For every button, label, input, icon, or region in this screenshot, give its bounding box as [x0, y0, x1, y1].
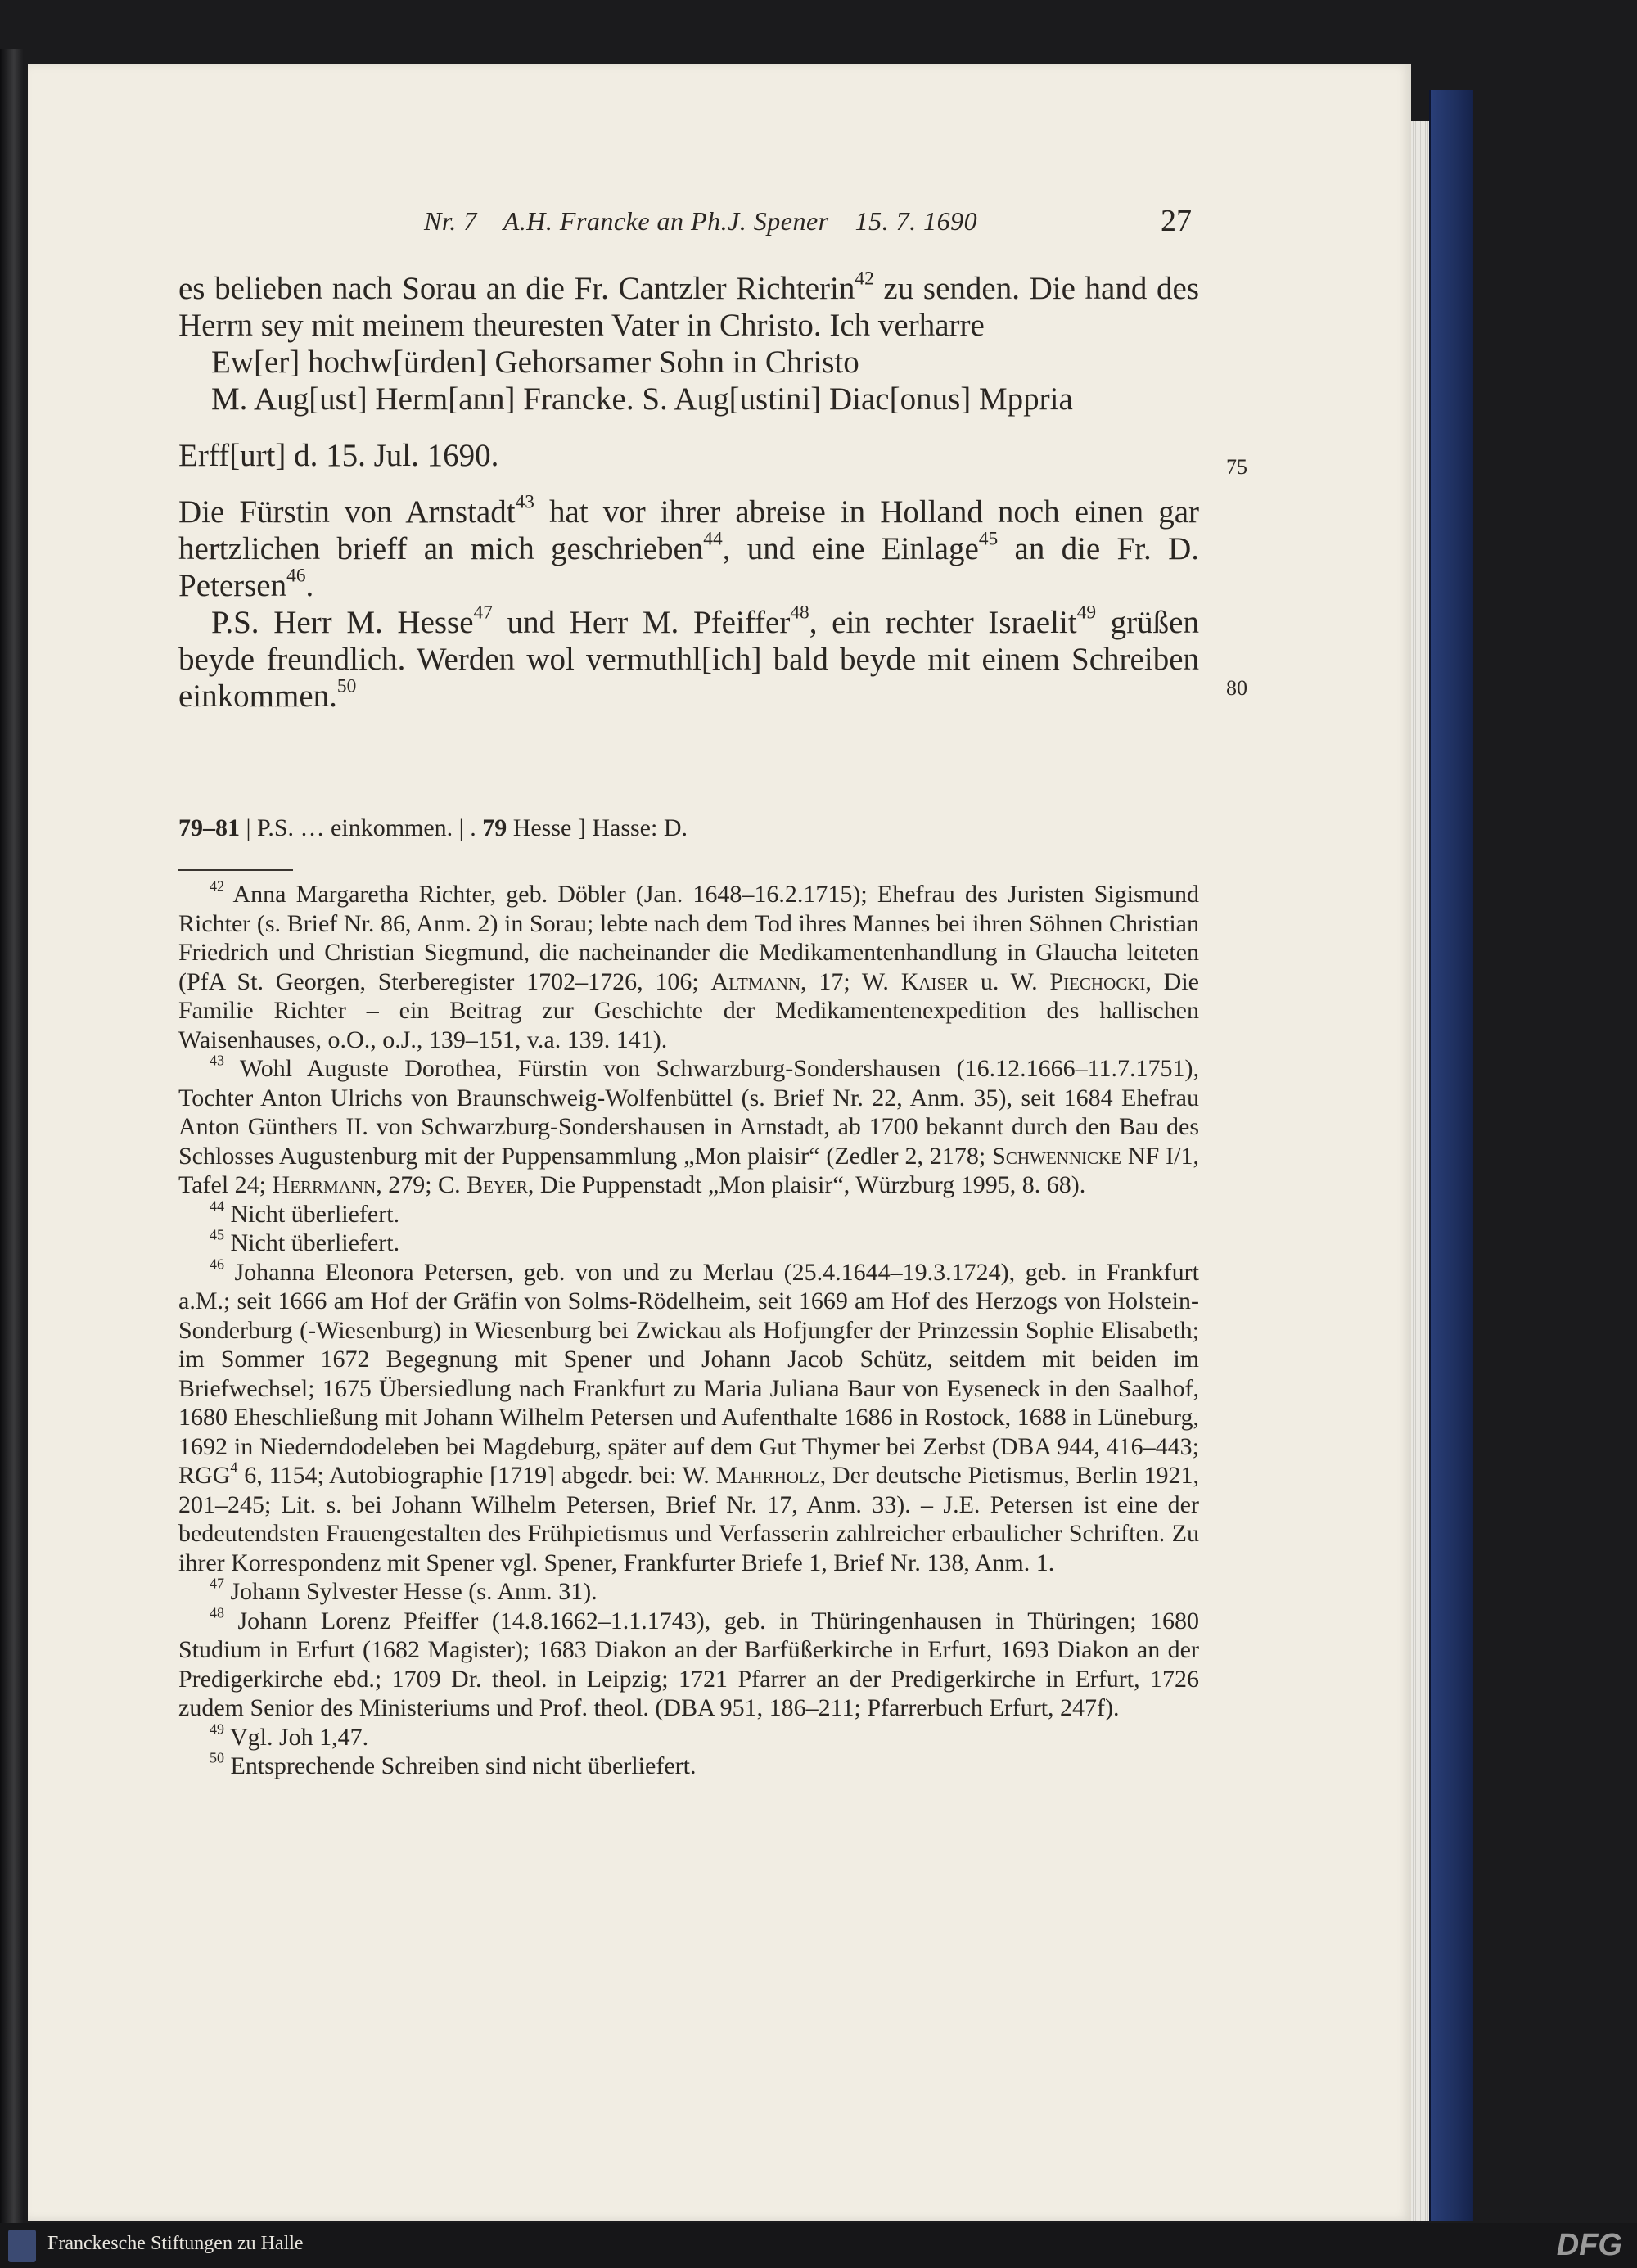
footnote-ref: 50	[336, 675, 357, 697]
institution-name: Franckesche Stiftungen zu Halle	[47, 2233, 304, 2254]
paragraph-closing: es belieben nach Sorau an die Fr. Cantzler Richterin$^{42}$ zu senden. Die hand des Herrn sey mit meinem theuresten Vater in Christo. Ich verharre	[178, 268, 1200, 343]
footnote-ref: 47	[473, 602, 493, 624]
letter-text	[178, 270, 1199, 715]
footnote-ref: 43	[515, 491, 534, 513]
paragraph-postscript-2: P.S. Herr M. Hesse$^{47}$ und Herr M. Pfeiffer$^{48}$, ein rechter Israelit$^{49}$ grüßen beyde freundlich. Werden wol vermuthl[ich] bald beyde mit einem Schreiben einkommen.$^{50}$	[178, 602, 1199, 714]
signature-line-2: M. Aug[ust] Herm[ann] Francke. S. Aug[ustini] Diac[onus] Mppria	[211, 381, 1073, 417]
footnote-42: $^{42}$ Anna Margaretha Richter, geb. Döbler (Jan. 1648–16.2.1715); Ehefrau des Juristen Sigismund Richter (s. Brief Nr. 86, Anm. 2) in Sorau; lebte nach dem Tod ihres Mannes bei ihren Söhnen Christian Friedrich und Christian Siegmund, die nacheinander die Medikamentenhandlung in Glaucha leiteten (PfA St. Georgen, Sterberegister 1702–1726, 106; Altmann, 17; W. Kaiser u. W. Piechocki, Die Familie Richter – ein Beitrag zur Geschichte der Medikamentenexpedition des hallischen Waisenhauses, o.O., o.J., 139–151, v.a. 139. 141).	[178, 877, 1199, 1053]
footnote-ref: 45	[978, 528, 999, 550]
footnote-50: $^{50}$ Entsprechende Schreiben sind nicht überliefert.	[210, 1749, 697, 1779]
institution-logo-icon	[8, 2230, 36, 2262]
book-spine-edge	[0, 49, 23, 2226]
letter-number: Nr. 7	[424, 206, 477, 236]
footnote-ref: 46	[286, 565, 306, 587]
footnote-ref: 44	[703, 528, 723, 550]
footnote-49: $^{49}$ Vgl. Joh 1,47.	[210, 1720, 369, 1751]
critical-apparatus: 79–81 | P.S. … einkommen. | . 79 Hesse ] Hasse: D.	[178, 814, 688, 841]
footnote-48: $^{48}$ Johann Lorenz Pfeiffer (14.8.1662–1.1.1743), geb. in Thüringenhausen in Thüringen; 1680 Studium in Erfurt (1682 Magister); 1683 Diakon an der Barfüßerkirche in Erfurt, 1693 Diakon an der Predigerkirche ebd.; 1709 Dr. theol. in Leipzig; 1721 Pfarrer an der Predigerkirche in Erfurt, 1726 zudem Senior des Ministeriums und Prof. theol. (DBA 951, 186–211; Pfarrerbuch Erfurt, 247f).	[178, 1604, 1199, 1721]
page-stack-edge	[1411, 121, 1429, 2221]
footnote-ref: 48	[790, 602, 809, 624]
footnote-44: $^{44}$ Nicht überliefert.	[210, 1197, 400, 1228]
page-number: 27	[1161, 204, 1192, 238]
letter-title: A.H. Francke an Ph.J. Spener	[503, 206, 829, 236]
dateline: Erff[urt] d. 15. Jul. 1690.	[178, 438, 499, 473]
book-cover-edge	[1429, 90, 1473, 2221]
footnote-ref: 42	[855, 268, 874, 290]
dfg-logo: DFG	[1556, 2228, 1622, 2262]
footnote-46: $^{46}$ Johanna Eleonora Petersen, geb. von und zu Merlau (25.4.1644–19.3.1724), geb. in Frankfurt a.M.; seit 1666 am Hof der Gräfin von Solms-Rödelheim, seit 1669 am Hof des Herzogs von Holstein-Sonderburg (-Wiesenburg) in Wiesenburg bei Zwickau als Hofjungfer der Prinzessin Sophie Elisabeth; im Sommer 1672 Begegnung mit Spener und Johann Jacob Schütz, seitdem mit beiden im Briefwechsel; 1675 Übersiedlung nach Frankfurt zu Maria Juliana Baur von Eyseneck in den Saalhof, 1680 Eheschließung mit Johann Wilhelm Petersen und Aufenthalte 1686 in Rostock, 1688 in Lüneburg, 1692 in Niederndodeleben bei Magdeburg, später auf dem Gut Thymer bei Zerbst (DBA 944, 416–443; RGG$^4$ 6, 1154; Autobiographie [1719] abgedr. bei: W. Mahrholz, Der deutsche Pietismus, Berlin 1921, 201–245; Lit. s. bei Johann Wilhelm Petersen, Brief Nr. 17, Anm. 33). – J.E. Petersen ist eine der bedeutendsten Frauengestalten des Frühpietismus und Verfasserin zahlreicher erbaulicher Schriften. Zu ihrer Korrespondenz mit Spener vgl. Spener, Frankfurter Briefe 1, Brief Nr. 138, Anm. 1.	[178, 1256, 1200, 1576]
footnote-43: $^{43}$ Wohl Auguste Dorothea, Fürstin von Schwarzburg-Sondershausen (16.12.1666–11.7.1751), Tochter Anton Ulrichs von Braunschweig-Wolfenbüttel (s. Brief Nr. 22, Anm. 35), seit 1684 Ehefrau Anton Günthers II. von Schwarzburg-Sondershausen in Arnstadt, ab 1700 bekannt durch den Bau des Schlosses Augustenburg mit der Puppensammlung „Mon plaisir“ (Zedler 2, 2178; Schwennicke NF I/1, Tafel 24; Herrmann, 279; C. Beyer, Die Puppenstadt „Mon plaisir“, Würzburg 1995, 8. 68).	[178, 1052, 1199, 1198]
footnotes	[178, 877, 1200, 1781]
footnote-47: $^{47}$ Johann Sylvester Hesse (s. Anm. 31).	[210, 1575, 598, 1605]
footnote-ref: 49	[1076, 602, 1097, 624]
footnote-45: $^{45}$ Nicht überliefert.	[210, 1226, 400, 1256]
letter-date: 15. 7. 1690	[855, 206, 978, 236]
paragraph-postscript-1: Die Fürstin von Arnstadt$^{43}$ hat vor ihrer abreise in Holland noch einen gar hertzlichen brieff an mich geschrieben$^{44}$, und eine Einlage$^{45}$ an die Fr. D. Petersen$^{46}$.	[178, 491, 1199, 603]
footnote-rule	[178, 869, 293, 871]
running-head	[424, 206, 1003, 237]
line-number-80: 80	[1226, 676, 1247, 700]
signature-line-1: Ew[er] hochw[ürden] Gehorsamer Sohn in Christo	[211, 345, 859, 380]
line-number-75: 75	[1226, 455, 1247, 479]
viewer-footer	[0, 2223, 1637, 2268]
